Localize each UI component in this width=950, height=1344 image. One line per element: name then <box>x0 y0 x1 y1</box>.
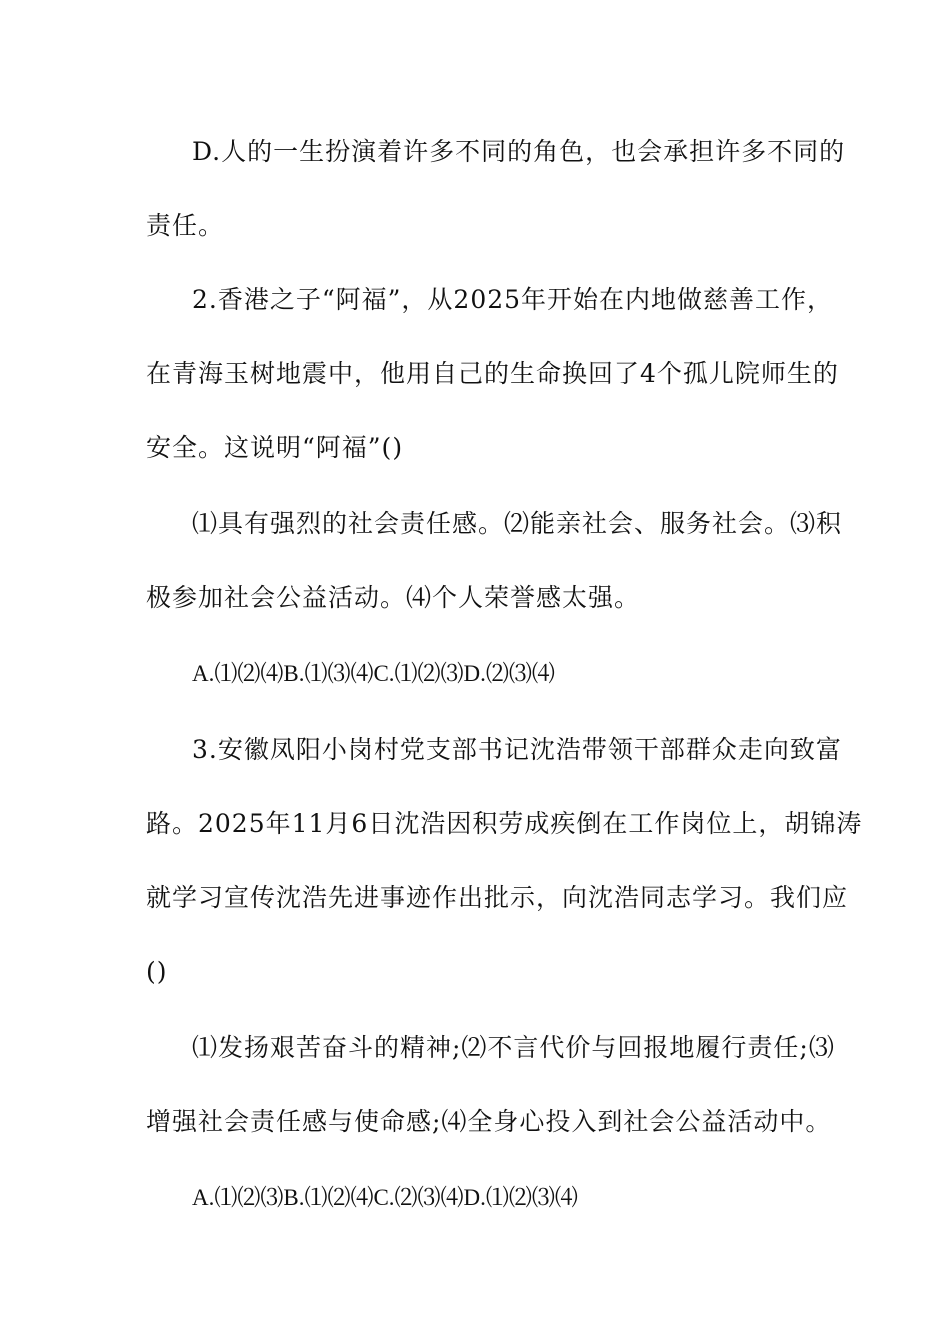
question-3-line-4: () <box>146 957 168 986</box>
question-3-line-2: 路。2025年11月6日沈浩因积劳成疾倒在工作岗位上，胡锦涛 <box>146 809 863 838</box>
question-3-statements-line-2: 增强社会责任感与使命感;⑷全身心投入到社会公益活动中。 <box>146 1107 832 1136</box>
question-3-line-1: 3.安徽凤阳小岗村党支部书记沈浩带领干部群众走向致富 <box>192 735 842 764</box>
question-3-options: A.⑴⑵⑶B.⑴⑵⑷C.⑵⑶⑷D.⑴⑵⑶⑷ <box>192 1185 578 1210</box>
question-2-statements-line-2: 极参加社会公益活动。⑷个人荣誉感太强。 <box>146 583 641 612</box>
option-d-text-line-1: D.人的一生扮演着许多不同的角色，也会承担许多不同的 <box>192 137 846 166</box>
question-2-line-3: 安全。这说明“阿福”() <box>146 433 404 462</box>
question-2-statements-line-1: ⑴具有强烈的社会责任感。⑵能亲社会、服务社会。⑶积 <box>192 509 843 538</box>
question-3-line-3: 就学习宣传沈浩先进事迹作出批示，向沈浩同志学习。我们应 <box>146 883 849 912</box>
question-2-options: A.⑴⑵⑷B.⑴⑶⑷C.⑴⑵⑶D.⑵⑶⑷ <box>192 661 555 686</box>
option-d-text-line-2: 责任。 <box>146 211 225 240</box>
question-2-line-1: 2.香港之子“阿福”，从2025年开始在内地做慈善工作， <box>192 285 834 314</box>
question-3-statements-line-1: ⑴发扬艰苦奋斗的精神;⑵不言代价与回报地履行责任;⑶ <box>192 1033 835 1062</box>
question-2-line-2: 在青海玉树地震中，他用自己的生命换回了4个孤儿院师生的 <box>146 359 839 388</box>
